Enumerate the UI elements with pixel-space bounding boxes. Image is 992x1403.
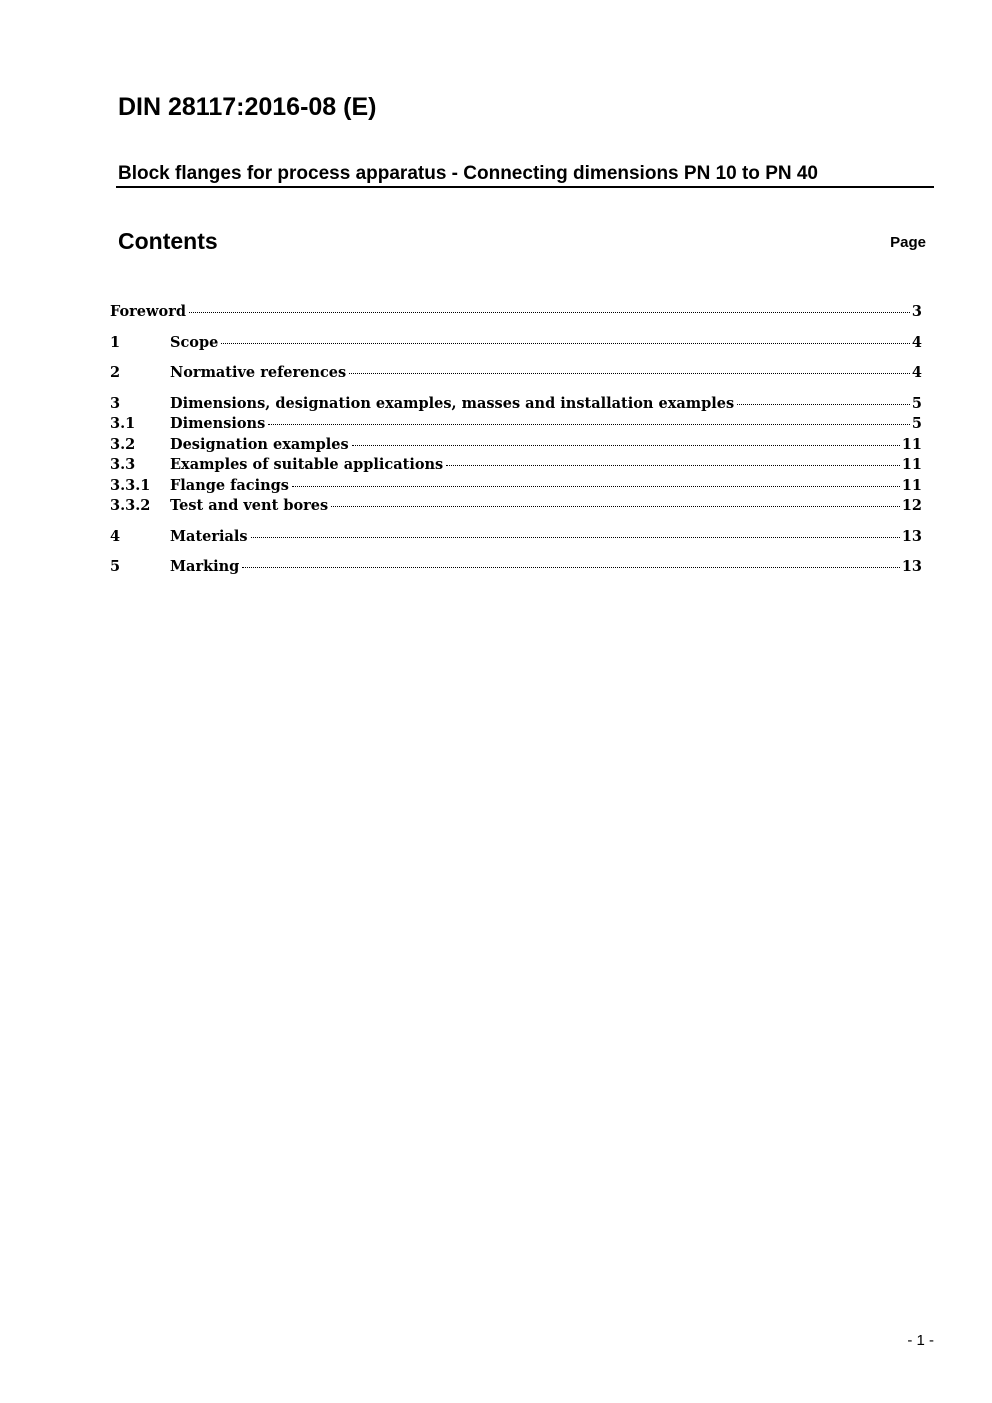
toc-entry-page: 5 (911, 394, 922, 412)
toc-entry-designation-examples[interactable] (110, 435, 922, 456)
toc-entry-label: Examples of suitable applications (170, 456, 444, 473)
toc-entry-number: 3.3.2 (110, 497, 151, 514)
toc-leader-dots (242, 566, 899, 568)
toc-leader-dots (221, 342, 910, 344)
toc-entry-page: 11 (901, 476, 922, 494)
toc-entry-normative-references[interactable] (110, 363, 922, 384)
toc-entry-page: 3 (911, 303, 922, 320)
toc-entry-label: Flange facings (170, 476, 289, 494)
toc-entry-label: Normative references (170, 364, 347, 381)
toc-entry-number: 5 (110, 558, 121, 575)
toc-entry-page: 12 (901, 497, 922, 514)
toc-entry-foreword[interactable] (110, 302, 922, 323)
toc-leader-dots (446, 464, 900, 466)
toc-entry-flange-facings[interactable] (110, 476, 922, 497)
toc-leader-dots (251, 536, 900, 538)
toc-entry-materials[interactable] (110, 527, 922, 548)
toc-leader-dots (189, 311, 910, 313)
toc-entry-label: Dimensions, designation examples, masses and installation examples (170, 394, 735, 412)
toc-leader-dots (268, 423, 910, 425)
toc-entry-page: 5 (911, 415, 922, 432)
toc-entry-label: Designation examples (170, 435, 349, 453)
toc-entry-number: 3.3 (110, 456, 136, 473)
toc-entry-test-vent-bores[interactable] (110, 496, 922, 517)
toc-entry-suitable-applications[interactable] (110, 455, 922, 476)
toc-entry-number: 4 (110, 527, 121, 545)
toc-entry-page: 13 (901, 527, 922, 545)
toc-entry-number: 3.1 (110, 415, 136, 432)
contents-heading: Contents (118, 228, 218, 254)
toc-entry-number: 2 (110, 364, 121, 381)
toc-entry-page: 11 (901, 456, 922, 473)
document-subtitle: Block flanges for process apparatus - Connecting dimensions PN 10 to PN 40 (118, 163, 818, 184)
page-number: - 1 - (907, 1332, 934, 1349)
toc-leader-dots (352, 444, 900, 446)
page-column-heading: Page (890, 234, 926, 251)
toc-entry-label: Materials (170, 527, 248, 545)
toc-entry-label: Marking (170, 558, 240, 575)
toc-entry-page: 13 (901, 558, 922, 575)
toc-entry-dimensions[interactable] (110, 414, 922, 435)
toc-entry-page: 4 (911, 364, 922, 381)
toc-leader-dots (292, 485, 900, 487)
subtitle-block (116, 162, 934, 188)
toc-leader-dots (737, 403, 910, 405)
toc-leader-dots (349, 372, 910, 374)
toc-entry-number: 1 (110, 333, 121, 351)
toc-entry-label: Test and vent bores (170, 497, 329, 514)
toc-entry-label: Scope (170, 333, 219, 351)
toc-entry-page: 4 (911, 333, 922, 351)
document-title: DIN 28117:2016-08 (E) (118, 93, 377, 121)
toc-entry-marking[interactable] (110, 557, 922, 578)
toc-entry-number: 3.3.1 (110, 476, 151, 494)
table-of-contents (110, 302, 922, 578)
toc-entry-scope[interactable] (110, 333, 922, 354)
toc-entry-number: 3 (110, 394, 121, 412)
toc-entry-page: 11 (901, 435, 922, 453)
toc-entry-label: Dimensions (170, 415, 266, 432)
toc-leader-dots (331, 505, 900, 507)
toc-entry-label: Foreword (110, 303, 186, 320)
toc-entry-number: 3.2 (110, 435, 136, 453)
toc-entry-dimensions-designation[interactable] (110, 394, 922, 415)
